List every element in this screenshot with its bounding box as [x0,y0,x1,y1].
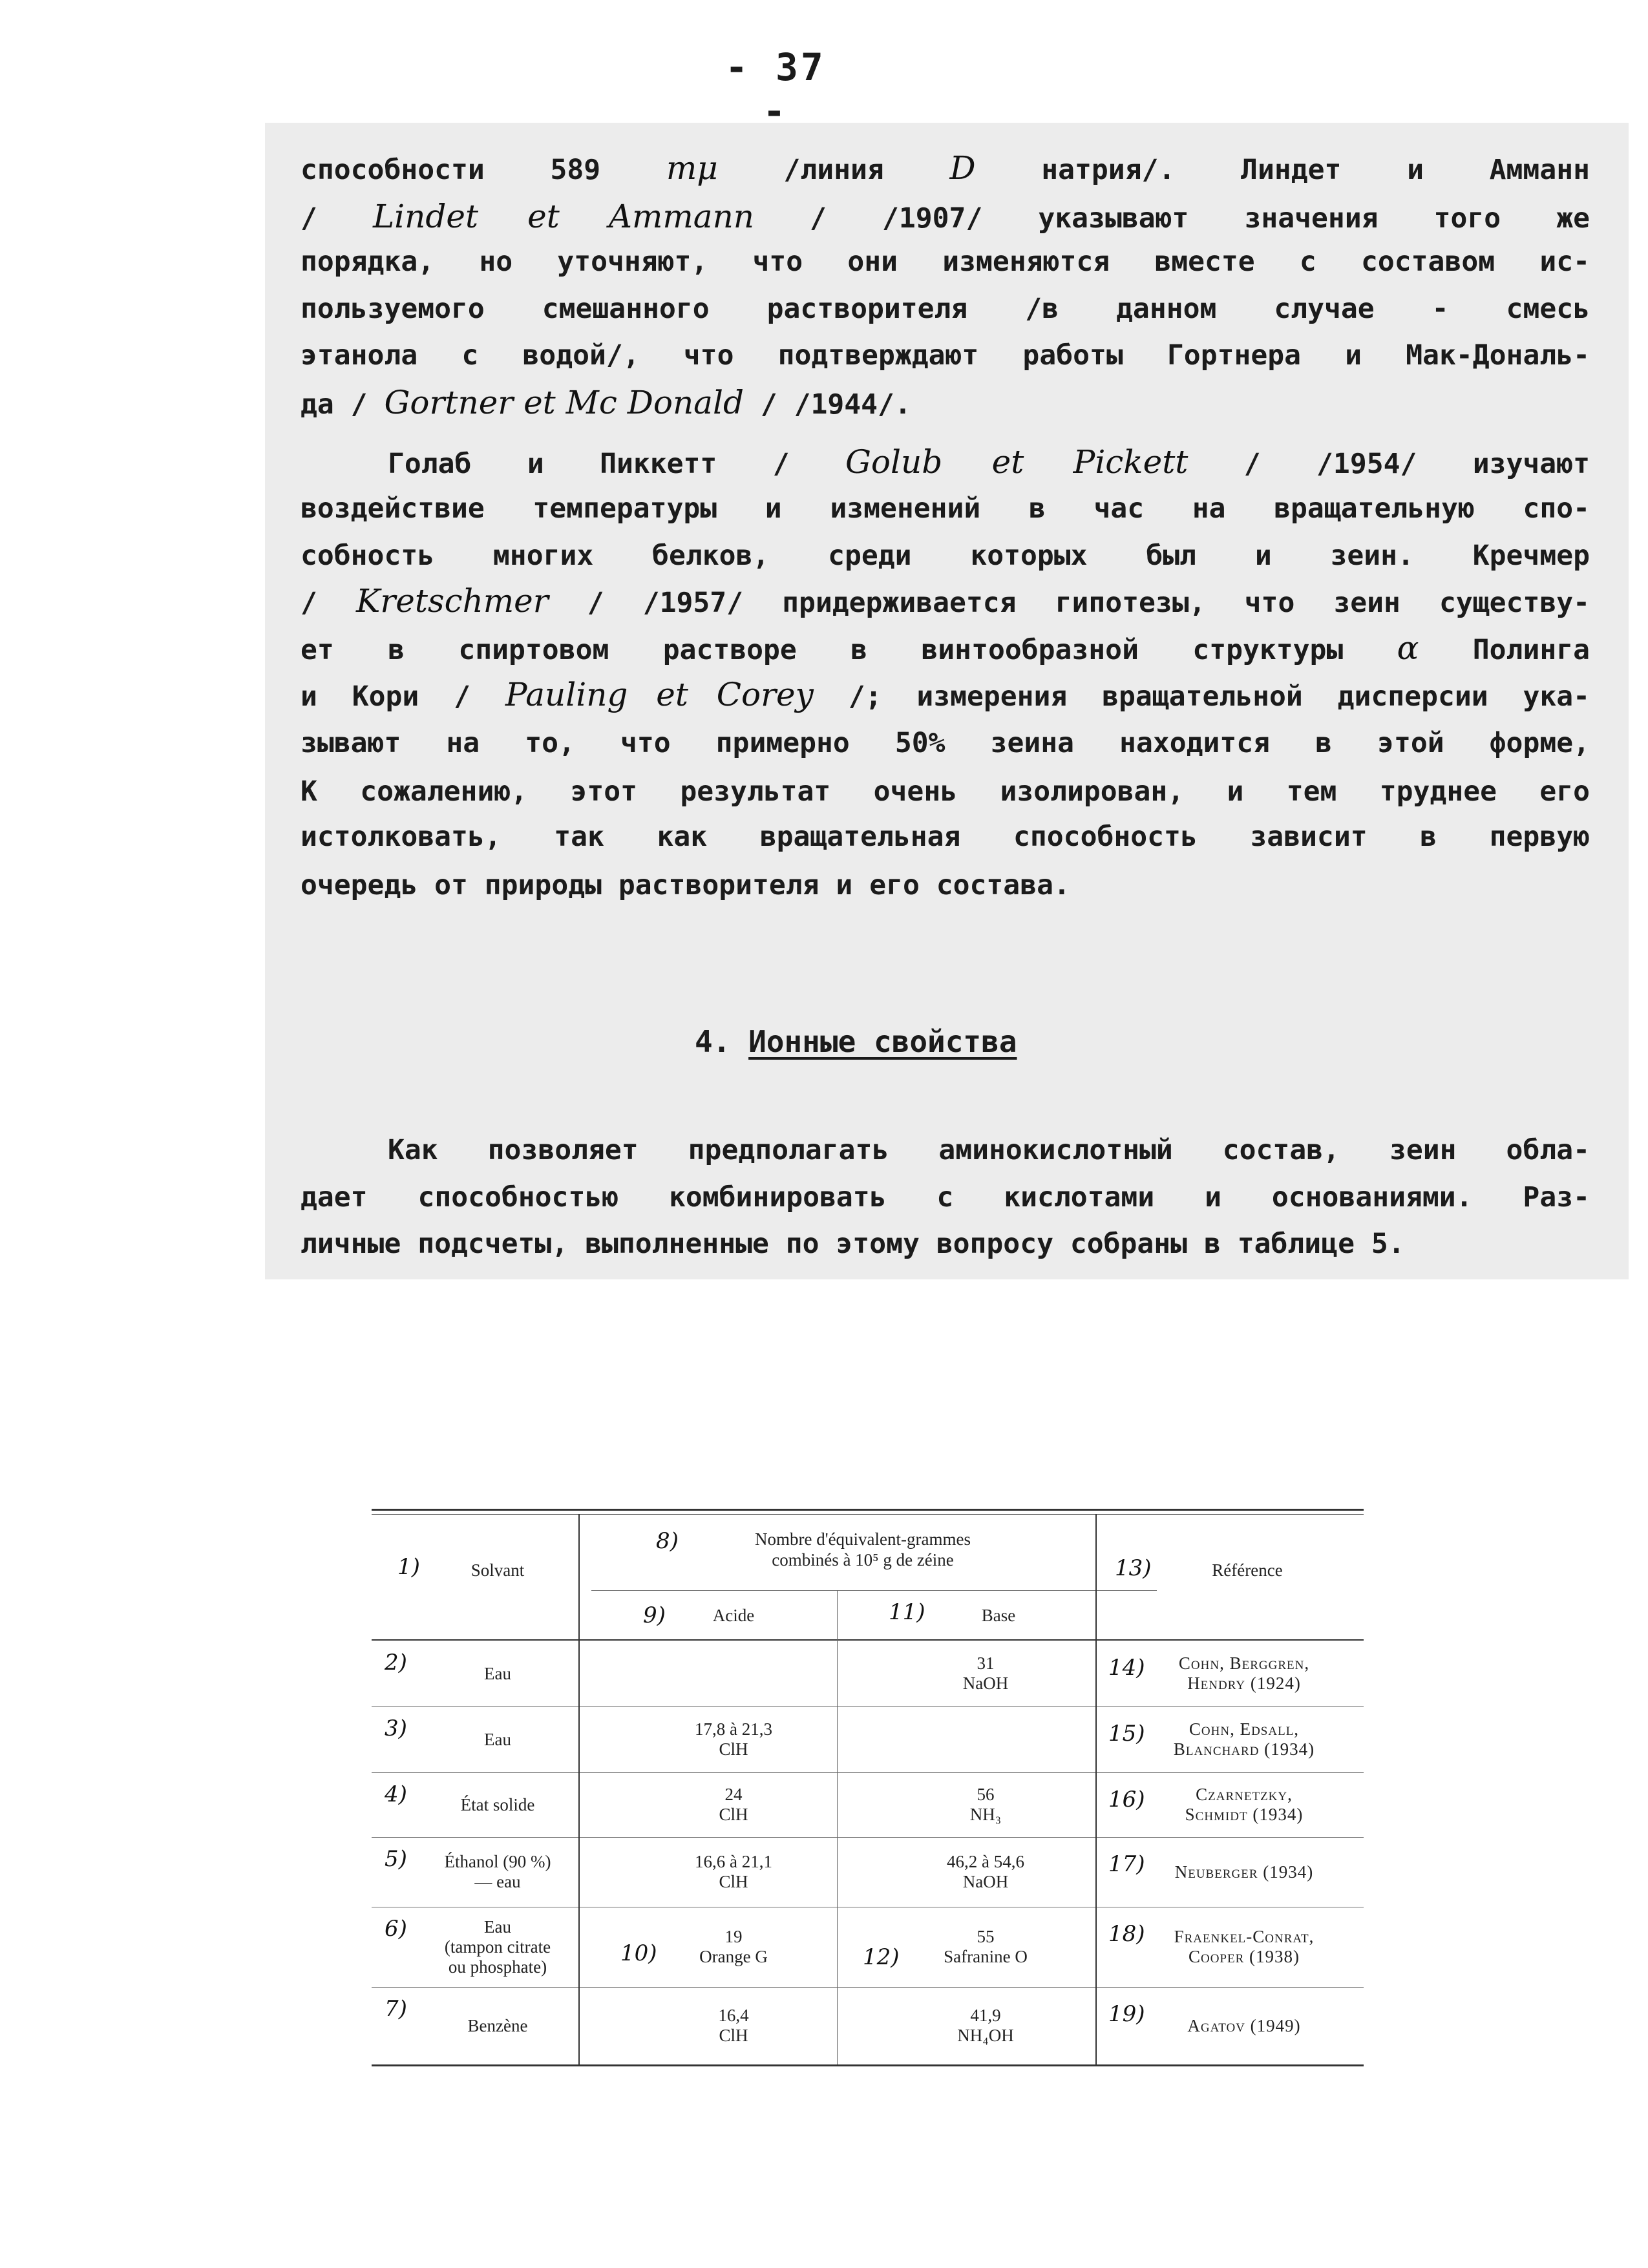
cell-solvant-line: Eau [484,1916,511,1937]
text-line [301,533,1590,578]
cell-acide [643,1719,824,1759]
cell-base-line: NaOH [962,1872,1009,1891]
note-number: 7) [385,1996,407,2022]
typed-text: зывают на то, что примерно 50% зеина находится в этой форме, [301,727,1590,759]
typed-text: дает способностью комбинировать с кислотами и основаниями. Раз- [301,1181,1590,1213]
cell-reference-line: Czarnetzky, [1196,1785,1293,1804]
note-number: 1) [397,1554,420,1580]
header-reference: Référence [1212,1560,1283,1580]
text-line [301,625,1590,671]
cell-solvant [423,2016,572,2036]
cell-solvant [423,1917,572,1977]
cell-acide-line: 16,4 [718,2006,749,2025]
typed-text: способности 589 [301,154,666,186]
text-line [301,286,1590,331]
note-number: 3) [385,1716,407,1741]
cell-acide [643,2006,824,2046]
cell-solvant-line: Éthanol (90 %) [444,1852,551,1871]
cell-base [889,1852,1083,1892]
cell-base-line: 41,9 [970,2006,1001,2025]
header-nombre-line1: Nombre d'équivalent-grammes [754,1529,971,1549]
typed-text: / /1957/ придерживается гипотезы, что зеин существу- [548,587,1590,619]
text-line [301,194,1590,239]
cell-reference-line: Hendry (1924) [1187,1674,1301,1693]
cell-solvant [423,1795,572,1815]
note-number: 14) [1108,1655,1145,1681]
typed-text: / /1954/ изучают [1188,448,1590,480]
typed-text: этанола с водой/, что подтверждают работы Гортнера и Мак-Дональ- [301,339,1590,372]
text-line [301,1221,1590,1266]
header-base: Base [981,1606,1016,1625]
handwritten-insert: Kretschmer [355,582,549,620]
cell-solvant-line: (tampon citrate [444,1937,551,1957]
note-number: 16) [1108,1787,1145,1812]
cell-acide [643,1927,824,1967]
note-number: 2) [385,1650,407,1675]
typed-text: /; измерения вращательной дисперсии ука- [813,680,1590,713]
header-acide: Acide [712,1606,755,1625]
section-heading [695,1024,1017,1059]
note-number: 10) [620,1940,657,1966]
cell-solvant-line: Eau [484,1663,511,1683]
cell-reference-line: Fraenkel-Conrat, [1174,1927,1315,1946]
cell-base [889,2006,1083,2046]
handwritten-insert: Golub et Pickett [845,443,1188,481]
typed-text: истолковать, так как вращательная способность зависит в первую [301,821,1590,853]
cell-reference [1141,1785,1347,1825]
cell-base-line: 55 [977,1927,995,1946]
note-number: 5) [385,1846,407,1872]
note-number: 15) [1108,1721,1145,1747]
cell-reference [1141,1654,1347,1694]
cell-reference-line: Schmidt (1934) [1185,1805,1304,1824]
cell-acide-line: 19 [724,1927,743,1946]
typed-text: очередь от природы растворителя и его состава. [301,869,1070,901]
cell-acide [643,1852,824,1892]
section-number: 4. [695,1024,731,1059]
cell-acide-line: 17,8 à 21,3 [695,1719,772,1739]
cell-base-line: NH₃ [969,1805,1002,1824]
cell-acide [643,1785,824,1825]
cell-reference-line: Cohn, Berggren, [1178,1654,1310,1673]
cell-solvant-line: Eau [484,1729,511,1749]
note-number: 8) [656,1528,679,1554]
cell-solvant-line: Benzène [467,2015,528,2035]
cell-reference-line: Blanchard (1934) [1173,1739,1315,1759]
cell-acide-line: 16,6 à 21,1 [695,1852,772,1871]
cell-base [889,1785,1083,1825]
cell-solvant [423,1730,572,1750]
typed-text: Голаб и Пиккетт / [388,448,845,480]
text-line [301,863,1590,908]
typed-text: да / [301,388,385,421]
cell-base [889,1654,1083,1694]
cell-reference-line: Cohn, Edsall, [1188,1719,1300,1739]
cell-reference-line: Cooper (1938) [1188,1947,1300,1966]
text-line [301,486,1590,531]
handwritten-insert: Pauling et Corey [505,676,814,713]
cell-acide-line: 24 [724,1785,743,1804]
typed-text: / /1944/. [743,388,911,421]
cell-solvant-line: État solide [460,1794,535,1814]
cell-solvant [423,1852,572,1892]
cell-base-line: 31 [977,1654,995,1673]
text-line [301,720,1590,766]
cell-solvant [423,1664,572,1684]
cell-solvant-line: — eau [474,1872,521,1891]
typed-text: порядка, но уточняют, что они изменяются вместе с составом ис- [301,246,1590,278]
handwritten-insert: Lindet et Ammann [372,198,754,235]
cell-reference-line: Agatov (1949) [1187,2015,1301,2035]
cell-reference [1141,1719,1347,1759]
text-line [301,672,1590,717]
typed-text: / [301,202,373,235]
note-number: 6) [385,1916,407,1942]
note-number: 19) [1108,2001,1145,2027]
handwritten-insert: Gortner et Mc Donald [384,384,744,421]
cell-reference [1141,1927,1347,1967]
cell-acide-line: ClH [719,1805,748,1824]
note-number: 18) [1108,1921,1145,1947]
typed-text: и Кори / [301,680,505,713]
section-title: Ионные свойства [748,1024,1017,1059]
data-table [372,1509,1364,2071]
cell-acide-line: ClH [719,1739,748,1759]
cell-base-line: NaOH [962,1674,1009,1693]
text-line [301,769,1590,814]
text-line [301,333,1590,378]
note-number: 12) [863,1944,900,1970]
cell-base-line: Safranine O [944,1947,1028,1966]
typed-text: воздействие температуры и изменений в час на вращательную спо- [301,492,1590,525]
text-line [301,1128,1590,1173]
typed-text: ет в спиртовом растворе в винтообразной структуры [301,634,1397,666]
typed-text: Полинга [1419,634,1590,666]
cell-base [889,1927,1083,1967]
text-line [301,145,1590,191]
typed-text: / /1907/ указывают значения того же [754,202,1590,235]
typed-text: натрия/. Линдет и Амманн [975,154,1590,186]
header-nombre-line2: combinés à 10⁵ g de zéine [772,1550,954,1570]
note-number: 9) [643,1602,666,1628]
typed-text: / [301,587,356,619]
typed-text: пользуемого смешанного растворителя /в данном случае - смесь [301,293,1590,325]
cell-solvant-line: ou phosphate) [448,1957,547,1977]
typed-text: /линия [717,154,950,186]
cell-acide-line: ClH [719,2026,748,2045]
cell-reference [1141,1862,1347,1882]
cell-reference-line: Neuberger (1934) [1174,1862,1314,1882]
note-number: 11) [889,1599,925,1625]
text-line [301,439,1590,485]
handwritten-insert: D [949,149,976,187]
typed-text: личные подсчеты, выполненные по этому вопросу собраны в таблице 5. [301,1228,1405,1260]
note-number: 4) [385,1781,407,1807]
typed-text: Как позволяет предполагать аминокислотный состав, зеин обла- [388,1134,1590,1166]
cell-acide-line: Orange G [699,1947,768,1966]
handwritten-insert: α [1397,629,1419,667]
note-number: 17) [1108,1851,1145,1877]
cell-base-line: 46,2 à 54,6 [947,1852,1024,1871]
handwritten-insert: mμ [666,149,718,187]
cell-reference [1141,2016,1347,2036]
text-line [301,239,1590,284]
text-line [301,578,1590,624]
typed-text: К сожалению, этот результат очень изолирован, и тем труднее его [301,775,1590,808]
text-line [301,814,1590,859]
typed-text: собность многих белков, среди которых был и зеин. Кречмер [301,540,1590,572]
text-line [301,380,1590,425]
page-number: - 37 - [725,45,826,133]
text-line [301,1175,1590,1220]
note-number: 13) [1115,1555,1152,1581]
cell-acide-line: ClH [719,1872,748,1891]
cell-base-line: 56 [977,1785,995,1804]
header-solvant: Solvant [470,1560,525,1580]
cell-base-line: NH₄OH [957,2026,1014,2045]
